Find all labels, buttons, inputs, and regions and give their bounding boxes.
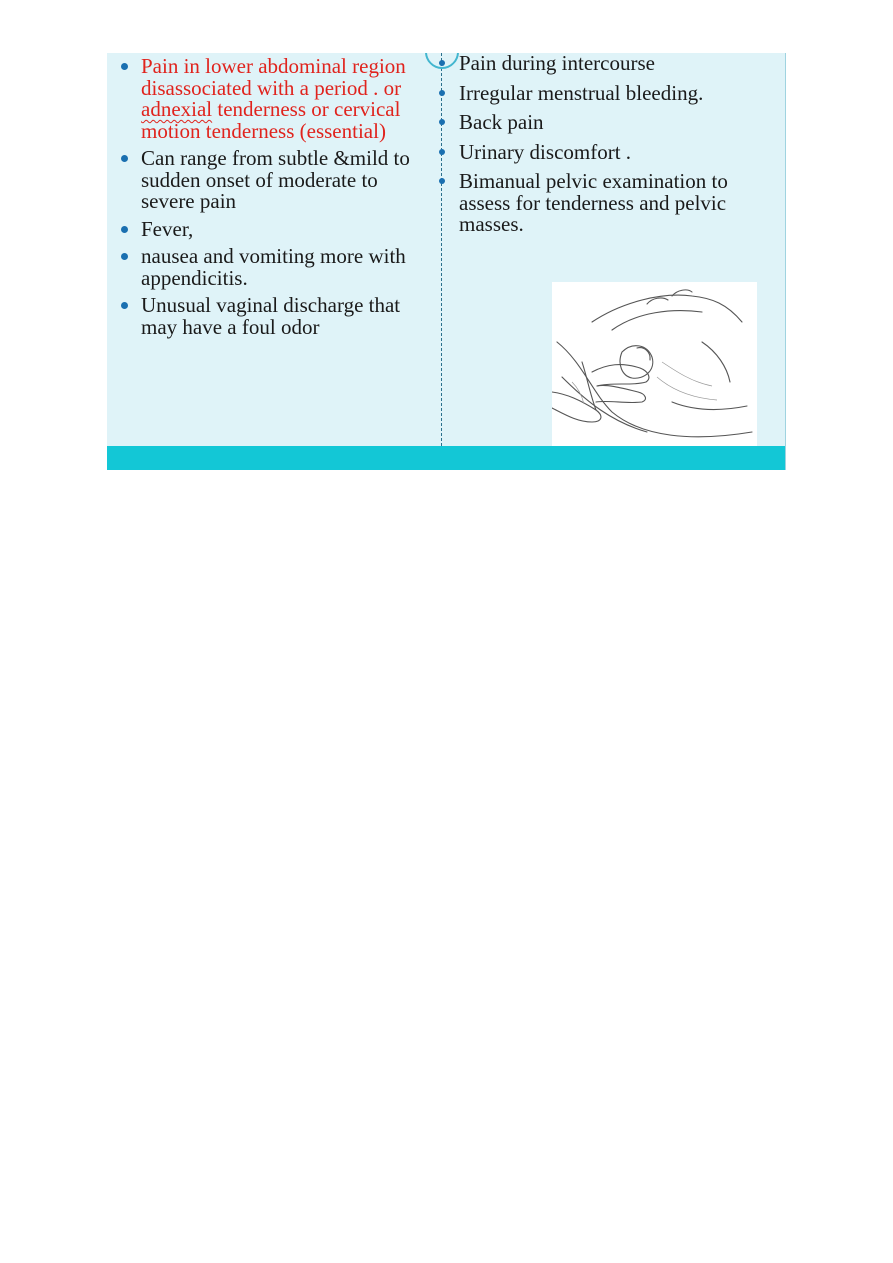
- right-column: [459, 53, 779, 244]
- list-item-text: Irregular menstrual bleeding.: [459, 80, 704, 105]
- list-item: [119, 246, 429, 289]
- spellcheck-word: adnexial: [141, 97, 213, 121]
- bullet-icon: [439, 119, 445, 125]
- list-item-text: Pain in lower abdominal region disassociated with a period . or: [141, 54, 406, 100]
- bimanual-pelvic-exam-illustration-icon: [552, 282, 757, 453]
- column-divider: [441, 53, 442, 446]
- list-item: [119, 148, 429, 213]
- list-item-text: Fever,: [141, 216, 194, 241]
- list-item-text: tenderness or cervical motion tenderness (essential): [141, 97, 401, 143]
- left-bullet-list: [119, 56, 429, 338]
- list-item: [459, 53, 779, 75]
- bullet-icon: [439, 149, 445, 155]
- list-item: [119, 295, 429, 338]
- bullet-icon: [121, 302, 128, 309]
- bullet-icon: [439, 60, 445, 66]
- bullet-icon: [121, 155, 128, 162]
- list-item: [459, 80, 779, 105]
- list-item: [459, 112, 779, 134]
- slide: [107, 53, 786, 470]
- bullet-icon: [121, 63, 128, 70]
- list-item: [119, 216, 429, 241]
- list-item-text: Can range from subtle &mild to sudden onset of moderate to severe pain: [141, 146, 410, 213]
- list-item: [459, 139, 779, 164]
- list-item-text: Bimanual pelvic examination to assess for tenderness and pelvic masses.: [459, 169, 728, 236]
- bullet-icon: [439, 178, 445, 184]
- list-item-text: nausea and vomiting more with appendicitis.: [141, 244, 406, 290]
- list-item-text: Unusual vaginal discharge that may have a foul odor: [141, 293, 401, 339]
- bullet-icon: [121, 253, 128, 260]
- accent-bar: [107, 446, 785, 470]
- list-item-text: Pain during intercourse: [459, 53, 655, 75]
- list-item-text: Urinary discomfort .: [459, 139, 632, 164]
- left-column: [119, 56, 429, 344]
- bullet-icon: [439, 90, 445, 96]
- right-bullet-list: [459, 53, 779, 236]
- list-item: [119, 56, 429, 142]
- list-item-text: Back pain: [459, 110, 544, 134]
- list-item: [459, 171, 779, 236]
- bullet-icon: [121, 226, 128, 233]
